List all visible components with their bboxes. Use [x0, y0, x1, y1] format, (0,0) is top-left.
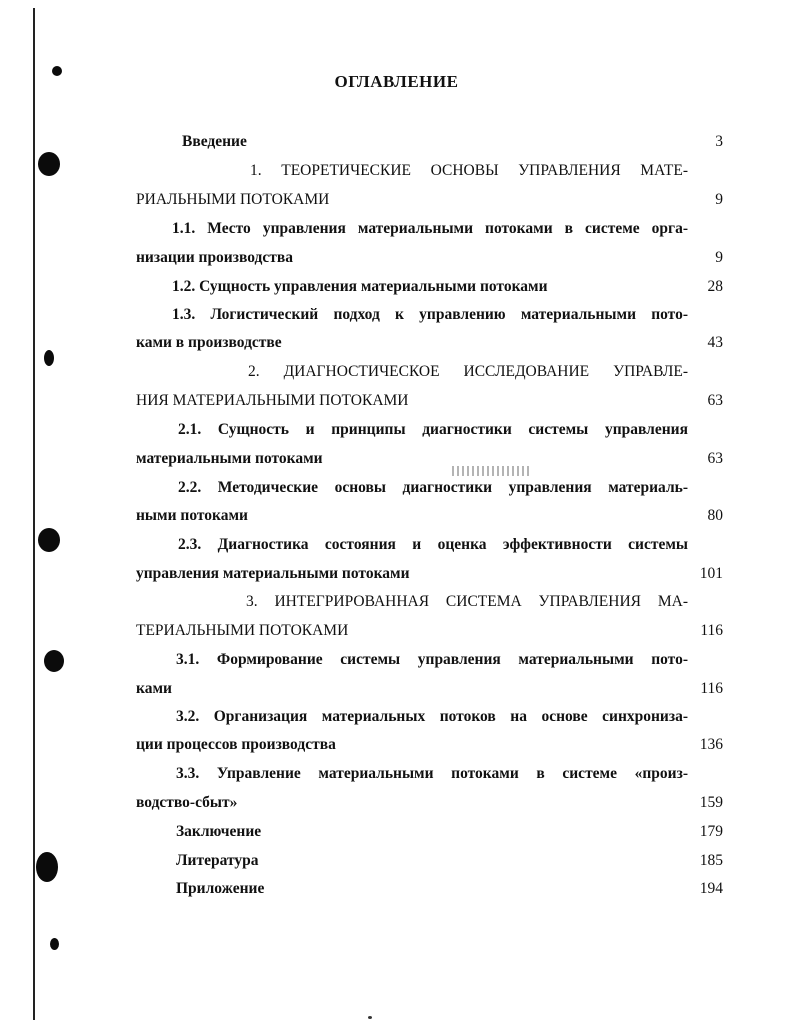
toc-entry-intro: Введение [182, 133, 247, 150]
toc-section-3-2-line-2: ции процессов производства [136, 736, 336, 753]
toc-entry-conclusion: Заключение [176, 823, 262, 840]
page-title: ОГЛАВЛЕНИЕ [334, 72, 459, 91]
toc-chapter-2-line-1: 2. ДИАГНОСТИЧЕСКОЕ ИССЛЕДОВАНИЕ УПРАВЛЕ- [248, 363, 688, 380]
toc-section-1-2: 1.2. Сущность управления материальными потоками [172, 278, 548, 295]
toc-page-number: 63 [707, 450, 723, 467]
toc-page-number: 116 [700, 680, 723, 697]
toc-section-1-1-line-1: 1.1. Место управления материальными потоками в системе орга- [172, 220, 688, 237]
toc-page-number: 159 [699, 794, 723, 811]
toc-entry-literature: Литература [176, 852, 259, 869]
toc-page-number: 136 [699, 736, 723, 753]
toc-page-number: 116 [700, 622, 723, 639]
toc-section-2-1-line-2: материальными потоками [136, 450, 323, 467]
scan-smudge [452, 466, 530, 476]
toc-chapter-2-line-2: НИЯ МАТЕРИАЛЬНЫМИ ПОТОКАМИ [136, 392, 409, 409]
toc-section-2-3-line-1: 2.3. Диагностика состояния и оценка эффективности системы [178, 536, 688, 553]
toc-section-2-3-line-2: управления материальными потоками [136, 565, 410, 582]
toc-page-number: 179 [699, 823, 723, 840]
toc-page-number: 3 [715, 133, 723, 150]
toc-chapter-1-line-1: 1. ТЕОРЕТИЧЕСКИЕ ОСНОВЫ УПРАВЛЕНИЯ МАТЕ- [250, 162, 688, 179]
toc-section-1-1-line-2: низации производства [136, 249, 293, 266]
toc-section-2-2-line-1: 2.2. Методические основы диагностики управления материаль- [178, 479, 688, 496]
toc-section-2-2-line-2: ными потоками [136, 507, 248, 524]
toc-page-number: 9 [715, 249, 723, 266]
toc-page-number: 28 [707, 278, 723, 295]
toc-section-3-3-line-2: водство-сбыт» [136, 794, 238, 811]
toc-page-number: 185 [699, 852, 723, 869]
toc-chapter-1-line-2: РИАЛЬНЫМИ ПОТОКАМИ [136, 191, 330, 208]
toc-page-number: 80 [707, 507, 723, 524]
toc-section-3-1-line-1: 3.1. Формирование системы управления материальными пото- [176, 651, 688, 668]
toc-page-number: 9 [715, 191, 723, 208]
toc-entry-appendix: Приложение [176, 880, 265, 897]
toc-page-number: 101 [699, 565, 723, 582]
toc-chapter-3-line-1: 3. ИНТЕГРИРОВАННАЯ СИСТЕМА УПРАВЛЕНИЯ МА- [246, 593, 688, 610]
toc-section-1-3-line-2: ками в производстве [136, 334, 282, 351]
toc-section-3-3-line-1: 3.3. Управление материальными потоками в системе «произ- [176, 765, 688, 782]
toc-chapter-3-line-2: ТЕРИАЛЬНЫМИ ПОТОКАМИ [136, 622, 349, 639]
toc-page-number: 63 [707, 392, 723, 409]
toc-section-3-1-line-2: ками [136, 680, 172, 697]
toc-page-number: 194 [699, 880, 723, 897]
toc-section-2-1-line-1: 2.1. Сущность и принципы диагностики системы управления [178, 421, 688, 438]
toc-page-number: 43 [707, 334, 723, 351]
toc-section-3-2-line-1: 3.2. Организация материальных потоков на основе синхрониза- [176, 708, 688, 725]
toc-section-1-3-line-1: 1.3. Логистический подход к управлению материальными пото- [172, 306, 688, 323]
